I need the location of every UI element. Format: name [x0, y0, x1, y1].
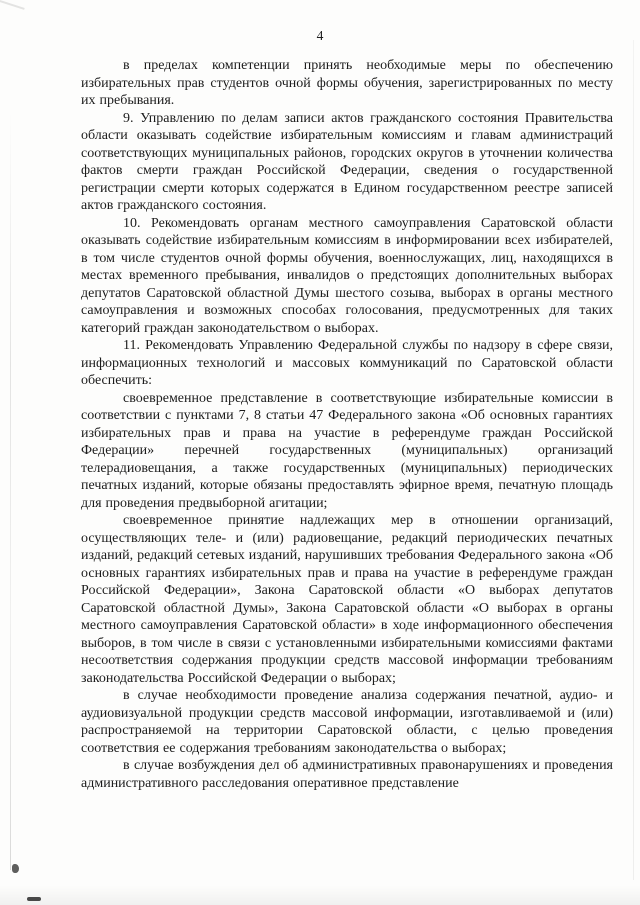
- paragraph: своевременное представление в соответствующие избирательные комиссии в соответствии с пунктами 7, 8 статьи 47 Федерального закона «Об основных гарантиях избирательных прав и права на участие в референдуме граждан Российской Федерации» перечней государственных (муниципальных) организаций телерадиовещания, а также государственных (муниципальных) периодических печатных изданий, которые обязаны предоставлять эфирное время, печатную площадь для проведения предвыборной агитации;: [81, 390, 613, 511]
- scan-artifact-left-edge: [10, 110, 11, 870]
- paragraph: в случае возбуждения дел об административных правонарушениях и проведения административного расследования оперативное представление: [81, 758, 613, 791]
- document-body: [81, 57, 613, 792]
- page-number: 4: [316, 28, 324, 43]
- paragraph: в пределах компетенции принять необходимые меры по обеспечению избирательных прав студентов очной формы обучения, зарегистрированных по месту их пребывания.: [81, 58, 613, 108]
- scan-artifact-bottom-left-smudge: [12, 864, 19, 873]
- scan-artifact-right-edge: [633, 40, 634, 880]
- scan-artifact-top-left: [0, 0, 25, 10]
- paragraph: 10. Рекомендовать органам местного самоуправления Саратовской области оказывать содействие избирательным комиссиям в информировании всех избирателей, в том числе студентов очной формы обучения, военнослужащих, лиц, находящихся в местах временного пребывания, инвалидов о предстоящих дополнительных выборах депутатов Саратовской областной Думы шестого созыва, выборах в органы местного самоуправления и возможных способах голосования, предусмотренных для таких категорий граждан законодательством о выборах.: [81, 215, 613, 336]
- scan-artifact-bottom-dash: [27, 897, 41, 901]
- paragraph: 11. Рекомендовать Управлению Федеральной службы по надзору в сфере связи, информационных технологий и массовых коммуникаций по Саратовской области обеспечить:: [81, 338, 613, 388]
- scan-artifact-bottom-shade: [0, 885, 640, 905]
- paragraph: в случае необходимости проведение анализа содержания печатной, аудио- и аудиовизуальной продукции средств массовой информации, изготавливаемой и (или) распространяемой на территории Саратовской области, с целью проведения соответствия ее содержания требованиям законодательства о выборах;: [81, 688, 613, 756]
- paragraph: своевременное принятие надлежащих мер в отношении организаций, осуществляющих теле- и (или) радиовещание, редакций периодических печатных изданий, редакций сетевых изданий, нарушивших требования Федерального закона «Об основных гарантиях избирательных прав и права на участие в референдуме граждан Российской Федерации», Закона Саратовской области «О выборах депутатов Саратовской областной Думы», Закона Саратовской области «О выборах в органы местного самоуправления Саратовской области» в ходе информационного обеспечения выборов, в том числе в связи с установленными избирательными комиссиями фактами несоответствия содержания продукции средств массовой информации требованиям законодательства Российской Федерации о выборах;: [81, 513, 613, 686]
- paragraph: 9. Управлению по делам записи актов гражданского состояния Правительства области оказывать содействие избирательным комиссиям и главам администраций соответствующих муниципальных районов, городских округов в уточнении количества фактов смерти граждан Российской Федерации, сведения о государственной регистрации смерти которых содержатся в Едином государственном реестре записей актов гражданского состояния.: [81, 110, 613, 213]
